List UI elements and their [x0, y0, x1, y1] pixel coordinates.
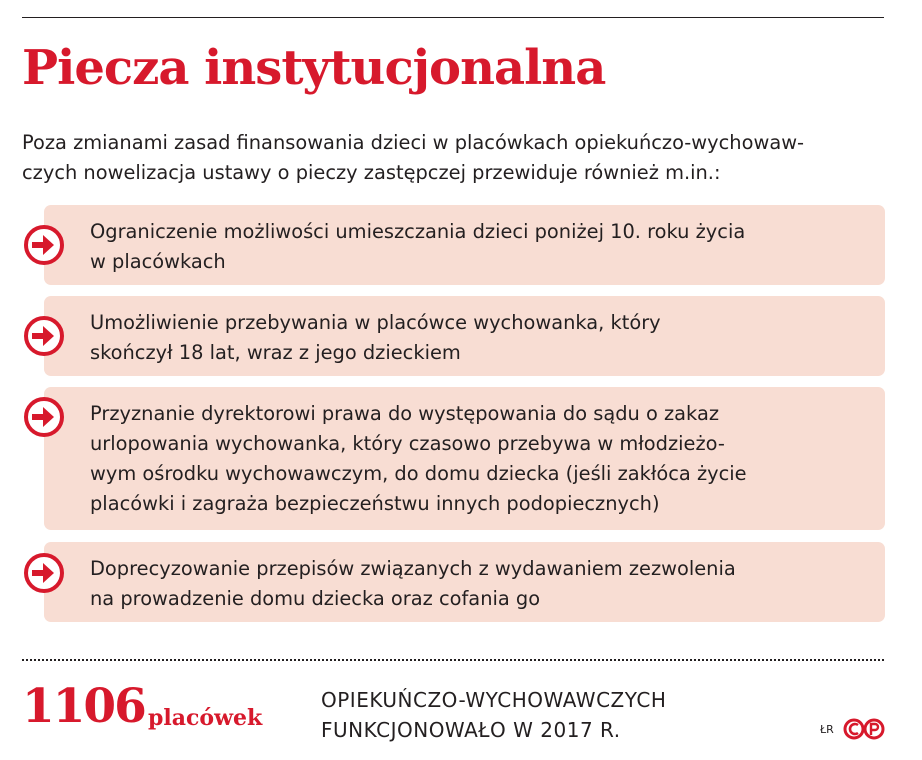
stat-number: 1106	[22, 679, 145, 734]
item-text	[90, 217, 880, 277]
item-line: na prowadzenie domu dziecka oraz cofania go	[90, 587, 541, 610]
item-line: placówki i zagraża bezpieczeństwu innych podopiecznych)	[90, 492, 660, 515]
item-line: skończył 18 lat, wraz z jego dzieckiem	[90, 341, 461, 364]
stat-description	[321, 685, 666, 745]
dotted-divider	[22, 659, 884, 661]
arrow-right-circle-icon	[19, 548, 69, 598]
item-text	[90, 554, 880, 614]
arrow-right-circle-icon	[19, 392, 69, 442]
item-line: wym ośrodku wychowawczym, do domu dziecka (jeśli zakłóca życie	[90, 462, 747, 485]
list-item	[44, 296, 885, 376]
stat-unit: placówek	[148, 705, 263, 731]
author-initials: ŁR	[820, 723, 834, 736]
page-title: Piecza instytucjonalna	[22, 40, 606, 96]
intro-line: czych nowelizacja ustawy o pieczy zastępczej przewiduje również m.in.:	[22, 161, 721, 184]
item-text	[90, 308, 880, 368]
arrow-right-circle-icon	[19, 220, 69, 270]
item-line: Umożliwienie przebywania w placówce wychowanka, który	[90, 311, 661, 334]
item-line: urlopowania wychowanka, który czasowo przebywa w młodzieżo-	[90, 432, 725, 455]
intro-line: Poza zmianami zasad finansowania dzieci w placówkach opiekuńczo-wychowaw-	[22, 131, 805, 154]
item-text	[90, 399, 880, 519]
item-line: Doprecyzowanie przepisów związanych z wydawaniem zezwolenia	[90, 557, 736, 580]
item-line: w placówkach	[90, 250, 226, 273]
list-item	[44, 542, 885, 622]
item-line: Ograniczenie możliwości umieszczania dzieci poniżej 10. roku życia	[90, 220, 746, 243]
item-line: Przyznanie dyrektorowi prawa do występowania do sądu o zakaz	[90, 402, 720, 425]
list-item	[44, 387, 885, 530]
stat-description-line: FUNKCJONOWAŁO W 2017 R.	[321, 718, 621, 742]
stat-description-line: OPIEKUŃCZO-WYCHOWAWCZYCH	[321, 688, 667, 712]
arrow-right-circle-icon	[19, 311, 69, 361]
dgp-logo	[843, 718, 887, 740]
list-item	[44, 205, 885, 285]
